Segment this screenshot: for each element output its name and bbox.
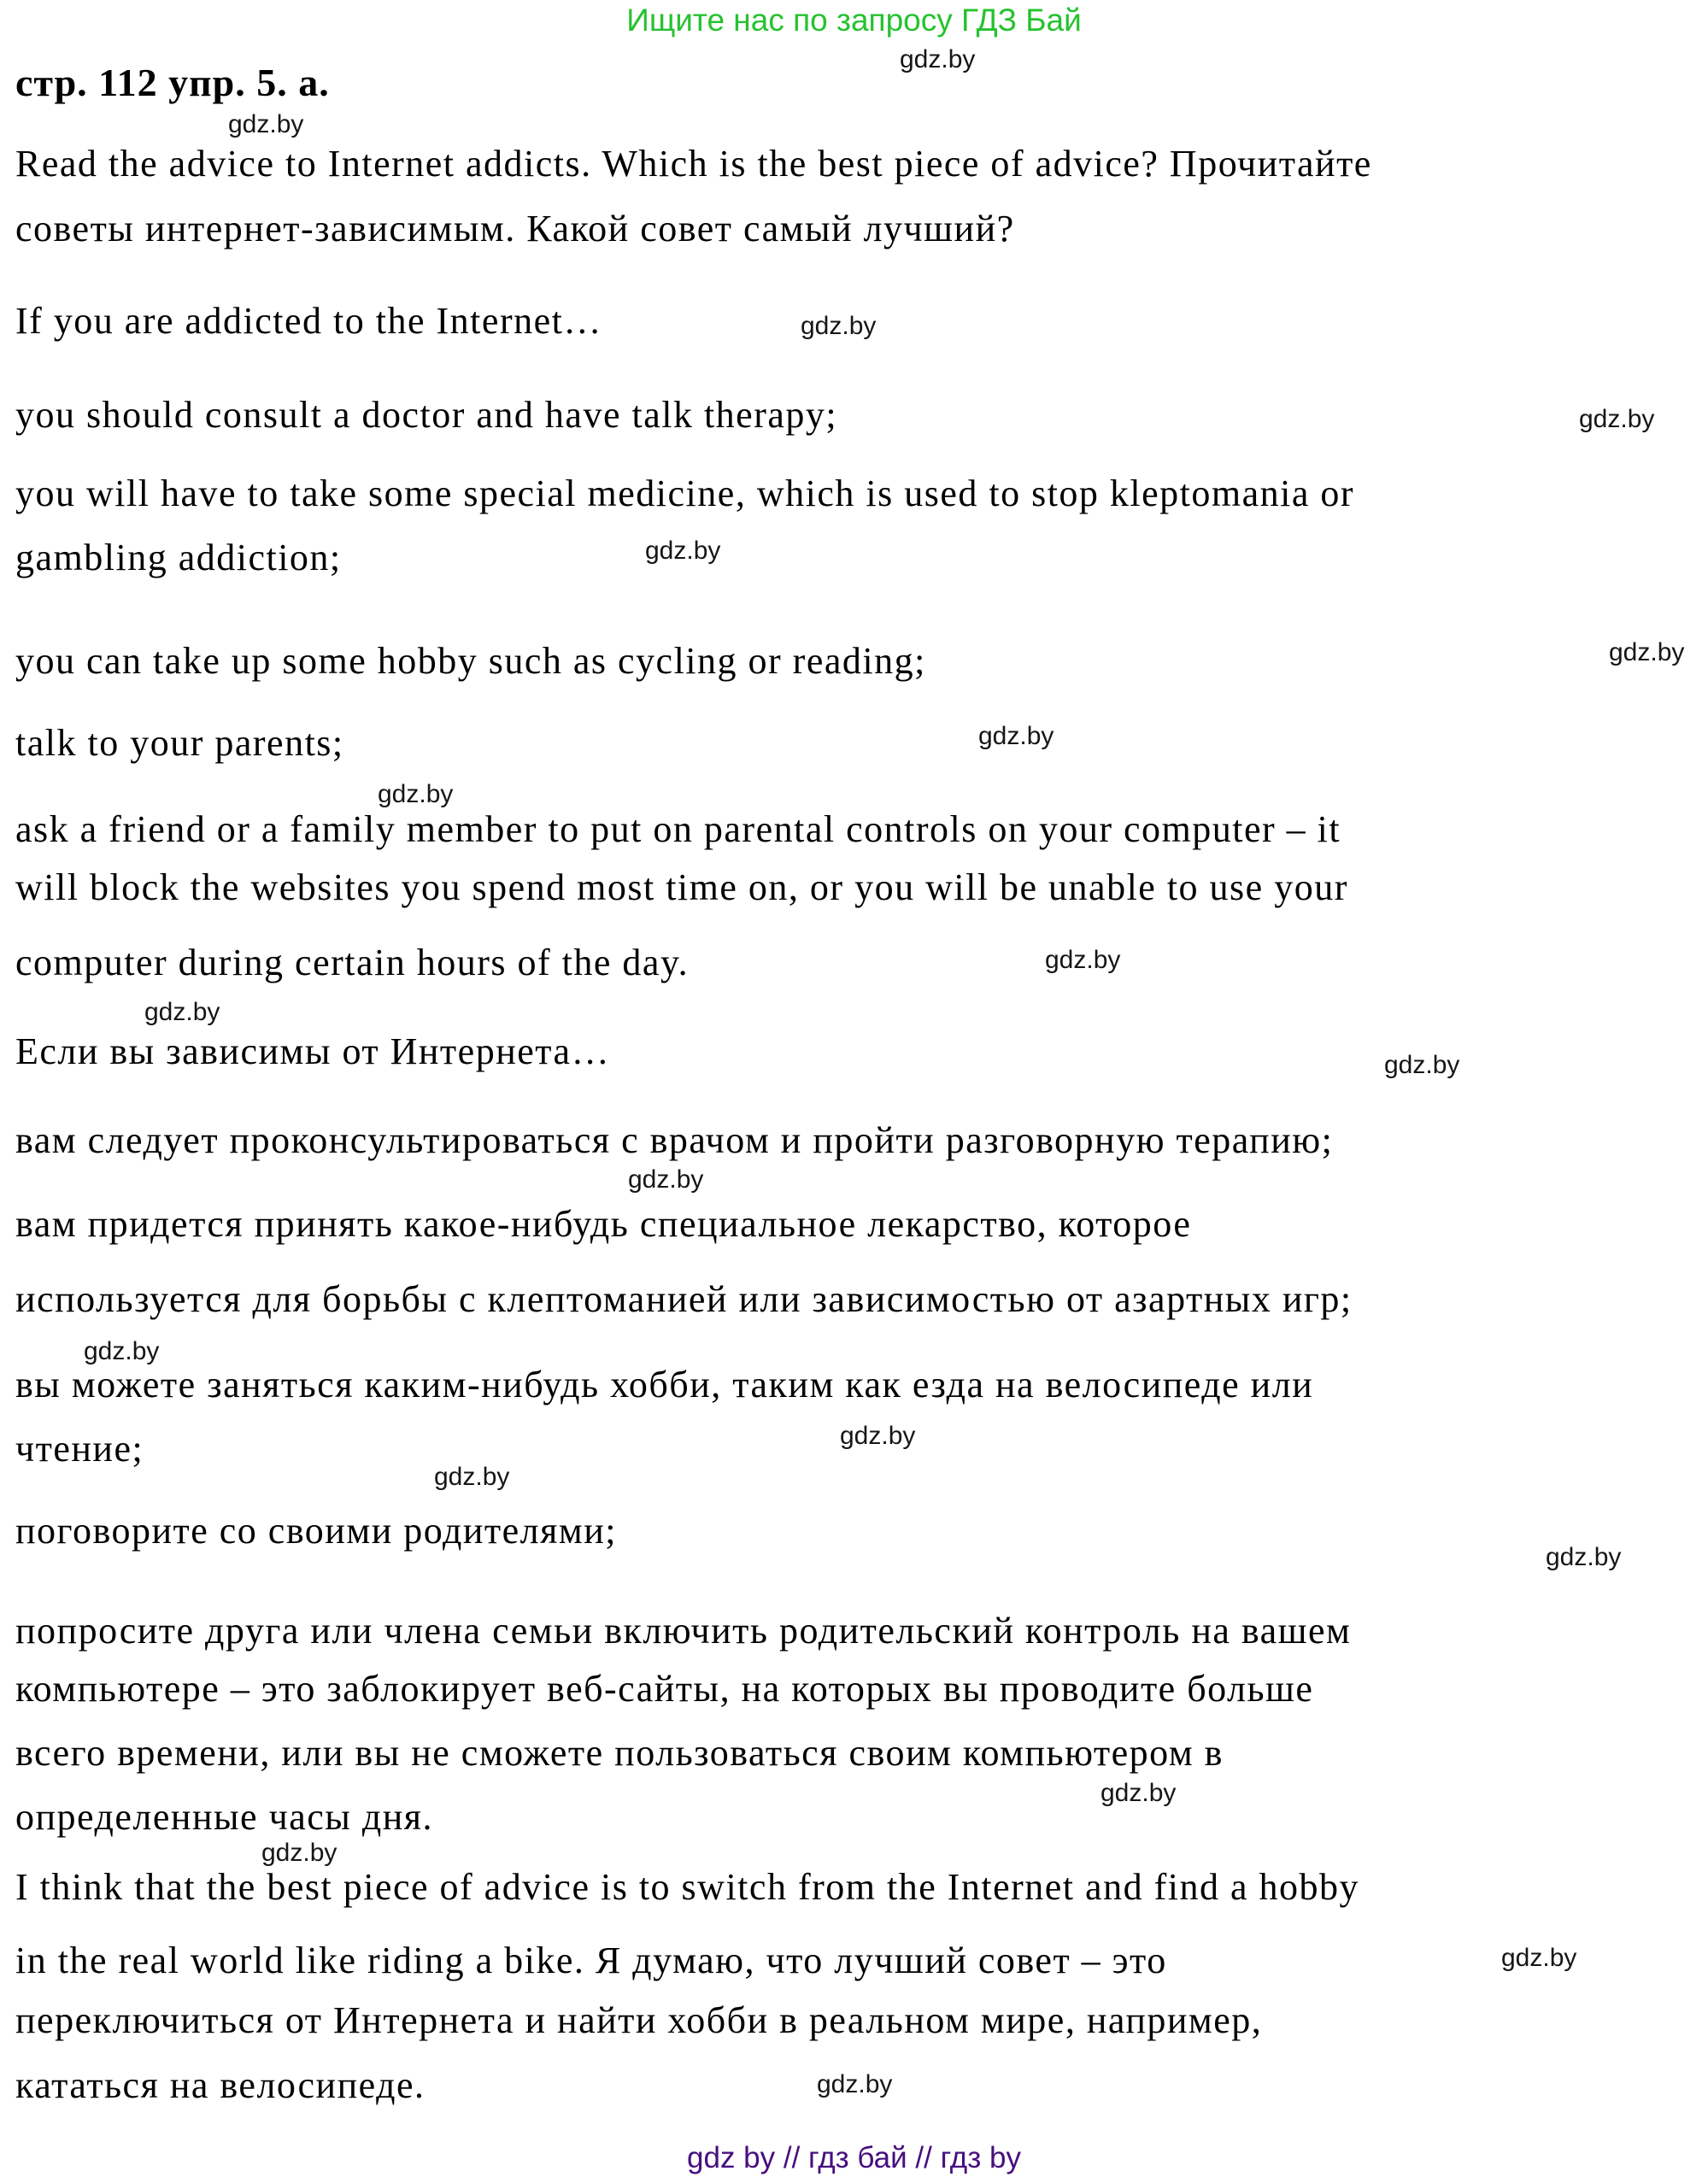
text-line: you should consult a doctor and have talk therapy; (15, 394, 838, 436)
gdz-watermark: gdz.by (817, 2070, 893, 2098)
text-line: всего времени, или вы не сможете пользоваться своим компьютером в (15, 1732, 1224, 1774)
gdz-watermark: gdz.by (1579, 405, 1655, 433)
text-line: советы интернет-зависимым. Какой совет самый лучший? (15, 208, 1015, 249)
gdz-watermark: gdz.by (978, 722, 1054, 750)
text-line: используется для борьбы с клептоманией или зависимостью от азартных игр; (15, 1278, 1353, 1320)
gdz-watermark: gdz.by (261, 1839, 337, 1867)
text-line: переключиться от Интернета и найти хобби в реальном мире, например, (15, 1999, 1263, 2041)
text-line: If you are addicted to the Internet… (15, 300, 602, 342)
gdz-watermark: gdz.by (840, 1422, 916, 1450)
text-line: компьютере – это заблокирует веб-сайты, на которых вы проводите больше (15, 1668, 1314, 1710)
gdz-watermark: gdz.by (1101, 1779, 1177, 1807)
gdz-watermark: gdz.by (801, 312, 877, 340)
gdz-watermark: gdz.by (900, 45, 976, 73)
gdz-watermark: gdz.by (1384, 1051, 1460, 1079)
exercise-heading: стр. 112 упр. 5. а. (15, 61, 330, 104)
text-line: поговорите со своими родителями; (15, 1510, 617, 1552)
text-line: определенные часы дня. (15, 1796, 434, 1838)
footer-links: gdz by // гдз бай // гдз by (687, 2141, 1021, 2174)
text-line: will block the websites you spend most time on, or you will be unable to use your (15, 866, 1348, 908)
gdz-watermark: gdz.by (378, 780, 454, 808)
text-line: talk to your parents; (15, 722, 344, 764)
text-line: Если вы зависимы от Интернета… (15, 1030, 611, 1072)
gdz-watermark: gdz.by (1609, 638, 1685, 666)
text-line: вы можете заняться каким-нибудь хобби, таким как езда на велосипеде или (15, 1364, 1314, 1405)
text-line: computer during certain hours of the day. (15, 942, 690, 983)
text-line: вам следует проконсультироваться с врачом и пройти разговорную терапию; (15, 1119, 1334, 1161)
text-line: gambling addiction; (15, 537, 342, 578)
text-line: кататься на велосипеде. (15, 2064, 426, 2106)
text-line: чтение; (15, 1428, 144, 1470)
gdz-watermark: gdz.by (84, 1337, 160, 1365)
text-line: вам придется принять какое-нибудь специальное лекарство, которое (15, 1203, 1192, 1245)
gdz-watermark: gdz.by (628, 1165, 704, 1194)
text-line: Read the advice to Internet addicts. Which is the best piece of advice? Прочитайте (15, 143, 1372, 185)
text-line: попросите друга или члена семьи включить родительский контроль на вашем (15, 1610, 1352, 1652)
text-line: I think that the best piece of advice is to switch from the Internet and find a hobby (15, 1866, 1359, 1908)
text-line: you can take up some hobby such as cycling or reading; (15, 640, 926, 682)
text-line: in the real world like riding a bike. Я думаю, что лучший совет – это (15, 1939, 1167, 1981)
gdz-watermark: gdz.by (144, 998, 220, 1026)
gdz-watermark: gdz.by (645, 537, 721, 565)
gdz-watermark: gdz.by (228, 110, 304, 138)
gdz-watermark: gdz.by (1546, 1543, 1622, 1571)
gdz-watermark: gdz.by (1045, 946, 1121, 974)
gdz-watermark: gdz.by (1501, 1944, 1577, 1972)
text-line: you will have to take some special medicine, which is used to stop kleptomania or (15, 472, 1355, 514)
gdz-watermark: gdz.by (434, 1463, 510, 1491)
text-line: ask a friend or a family member to put on parental controls on your computer – it (15, 808, 1341, 850)
promo-banner-text: Ищите нас по запросу ГДЗ Бай (626, 3, 1082, 38)
